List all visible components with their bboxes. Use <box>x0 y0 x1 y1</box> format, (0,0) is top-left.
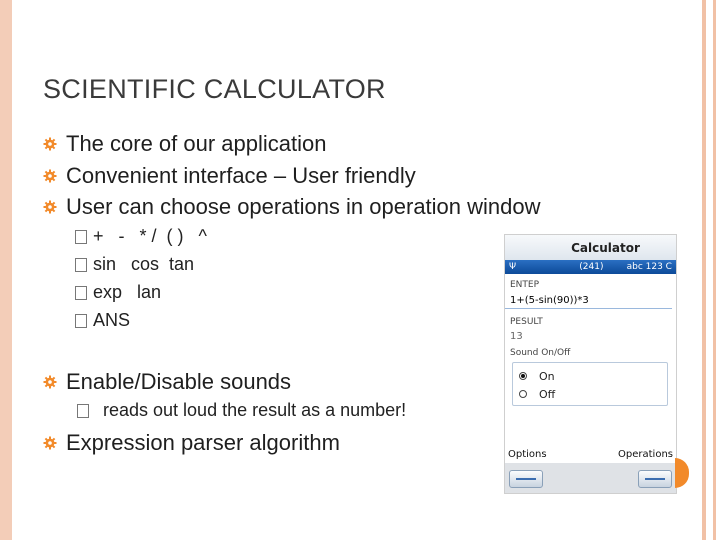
operation-item <box>75 254 194 275</box>
square-bullet-icon <box>75 286 87 300</box>
signal-icon: Ψ <box>509 262 517 272</box>
operations-softkey-label[interactable]: Operations <box>618 449 673 460</box>
gear-bullet-icon <box>43 137 57 151</box>
gear-bullet-icon <box>43 436 57 450</box>
bullet-interface <box>43 163 416 189</box>
input-mode-indicator: abc 123 C <box>626 262 672 272</box>
bullet-text: User can choose operations in operation window <box>66 194 541 219</box>
gear-bullet-icon <box>43 169 57 183</box>
result-value: 13 <box>510 331 523 342</box>
expression-input[interactable]: 1+(5-sin(90))*3 <box>505 292 672 309</box>
sound-on-option[interactable] <box>519 367 661 385</box>
square-bullet-icon <box>75 230 87 244</box>
bullet-text: Enable/Disable sounds <box>66 369 292 394</box>
square-bullet-icon <box>75 258 87 272</box>
operation-text: sin cos tan <box>93 254 195 274</box>
left-decorative-border <box>0 0 12 540</box>
sound-radio-group <box>512 362 668 406</box>
status-count: (241) <box>579 262 604 272</box>
orange-decorative-circle <box>675 458 689 488</box>
enter-label: ENTEP <box>510 280 540 290</box>
phone-status-bar <box>505 260 676 274</box>
radio-unselected-icon[interactable] <box>519 390 527 398</box>
sound-toggle-label: Sound On/Off <box>510 348 571 358</box>
sound-sub-text: reads out loud the result as a number! <box>103 400 407 420</box>
bullet-operations <box>43 194 541 220</box>
operation-text: exp lan <box>93 282 162 302</box>
phone-softkey-bar <box>505 463 676 493</box>
bullet-text: Convenient interface – User friendly <box>66 163 416 188</box>
slide-title: SCIENTIFIC CALCULATOR <box>43 74 386 104</box>
softkey-labels <box>505 449 676 460</box>
phone-calculator-screenshot <box>504 234 677 494</box>
operation-item <box>75 282 161 303</box>
right-softkey-button[interactable] <box>638 470 672 488</box>
square-bullet-icon <box>75 314 87 328</box>
right-decorative-border-outer <box>713 0 716 540</box>
phone-app-title: Calculator <box>505 235 676 260</box>
bullet-text: Expression parser algorithm <box>66 430 340 455</box>
bullet-parser <box>43 430 340 456</box>
operation-text: ANS <box>93 310 131 330</box>
options-softkey-label[interactable]: Options <box>508 449 547 460</box>
operation-text: + - * / ( ) ^ <box>93 226 207 246</box>
square-bullet-icon <box>77 404 89 418</box>
sound-sub-item <box>77 400 406 421</box>
bullet-text: The core of our application <box>66 131 327 156</box>
gear-bullet-icon <box>43 200 57 214</box>
result-label: PESULT <box>510 317 543 327</box>
bullet-sounds <box>43 369 291 395</box>
option-label: On <box>539 369 555 383</box>
gear-bullet-icon <box>43 375 57 389</box>
bullet-core <box>43 131 327 157</box>
radio-selected-icon[interactable] <box>519 372 527 380</box>
sound-off-option[interactable] <box>519 385 661 403</box>
operation-item <box>75 310 130 331</box>
operation-item <box>75 226 207 247</box>
right-decorative-border-inner <box>702 0 706 540</box>
option-label: Off <box>539 387 556 401</box>
left-softkey-button[interactable] <box>509 470 543 488</box>
